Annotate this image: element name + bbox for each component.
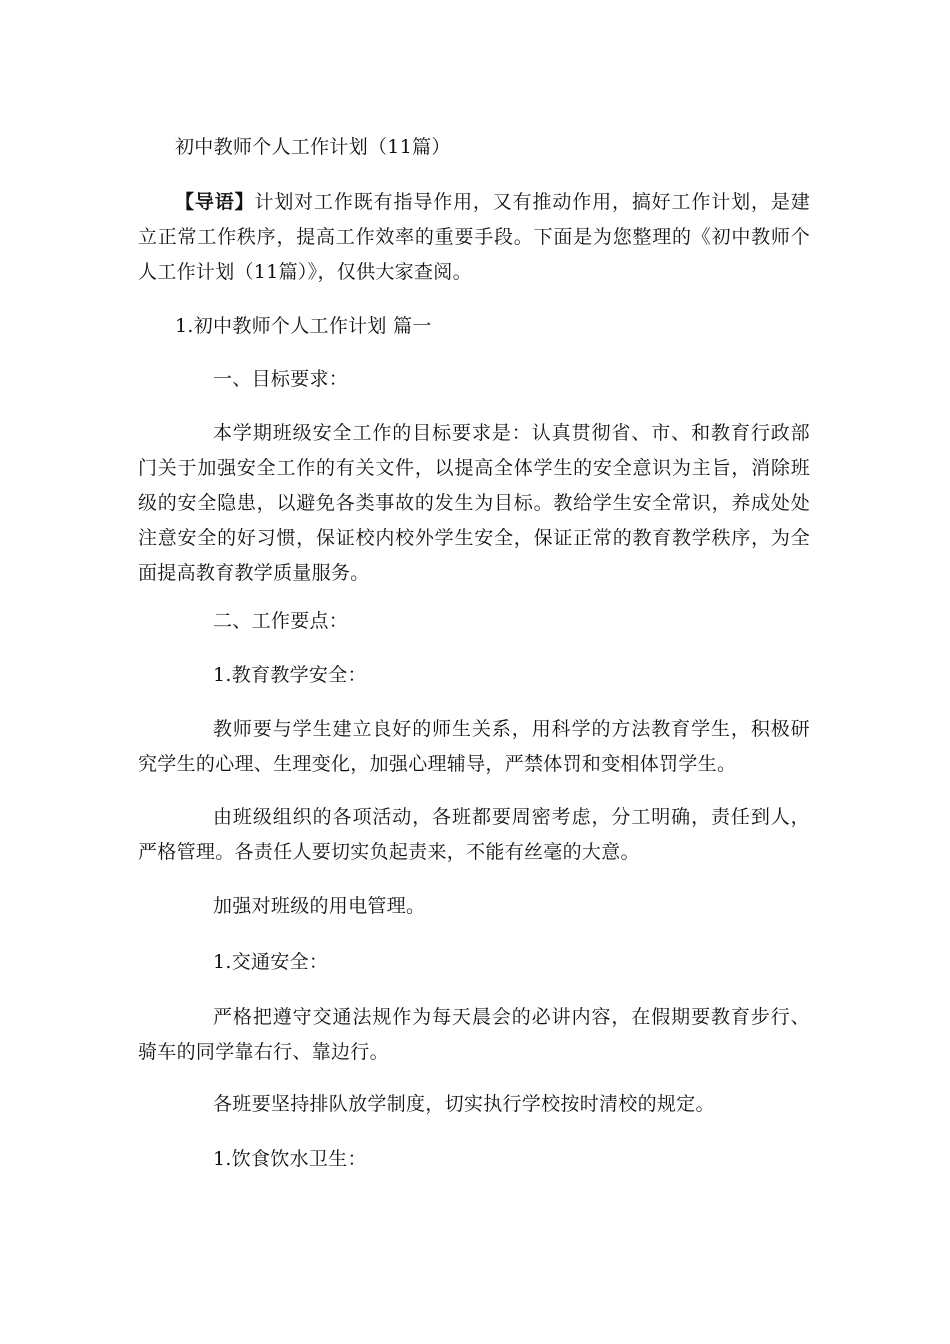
paragraph-teacher-student: 教师要与学生建立良好的师生关系，用科学的方法教育学生，积极研究学生的心理、生理变化，加强心理辅导，严禁体罚和变相体罚学生。 — [138, 718, 810, 775]
intro-paragraph — [138, 185, 810, 290]
paragraph-goal-body: 本学期班级安全工作的目标要求是：认真贯彻省、市、和教育行政部门关于加强安全工作的有关文件，以提高全体学生的安全意识为主旨，消除班级的安全隐患，以避免各类事故的发生为目标。教给学生安全常识，养成处处注意安全的好习惯，保证校内校外学生安全，保证正常的教育教学秩序，为全面提高教育教学质量服务。 — [138, 422, 810, 584]
paragraph-electricity: 加强对班级的用电管理。 — [213, 895, 426, 917]
paragraph-teaching-safety: 1.教育教学安全： — [213, 664, 367, 686]
paragraph-goal-heading: 一、目标要求： — [213, 368, 349, 390]
paragraph-dismissal: 各班要坚持排队放学制度，切实执行学校按时清校的规定。 — [213, 1093, 715, 1115]
document-title: 初中教师个人工作计划（11篇） — [175, 136, 451, 158]
paragraph-traffic-rules: 严格把遵守交通法规作为每天晨会的必讲内容，在假期要教育步行、骑车的同学靠右行、靠边行。 — [138, 1006, 810, 1063]
paragraph-class-activities: 由班级组织的各项活动，各班都要周密考虑，分工明确，责任到人，严格管理。各责任人要切实负起责来，不能有丝毫的大意。 — [138, 806, 810, 863]
paragraph-traffic-heading: 1.交通安全： — [213, 951, 329, 973]
intro-label: 【导语】 — [175, 191, 255, 213]
section-heading: 1.初中教师个人工作计划 篇一 — [175, 315, 432, 337]
paragraph-food-water: 1.饮食饮水卫生： — [213, 1148, 367, 1170]
paragraph-work-heading: 二、工作要点： — [213, 610, 349, 632]
intro-text: 计划对工作既有指导作用，又有推动作用，搞好工作计划，是建立正常工作秩序，提高工作效率的重要手段。下面是为您整理的《初中教师个人工作计划（11篇）》，仅供大家查阅。 — [138, 191, 811, 283]
